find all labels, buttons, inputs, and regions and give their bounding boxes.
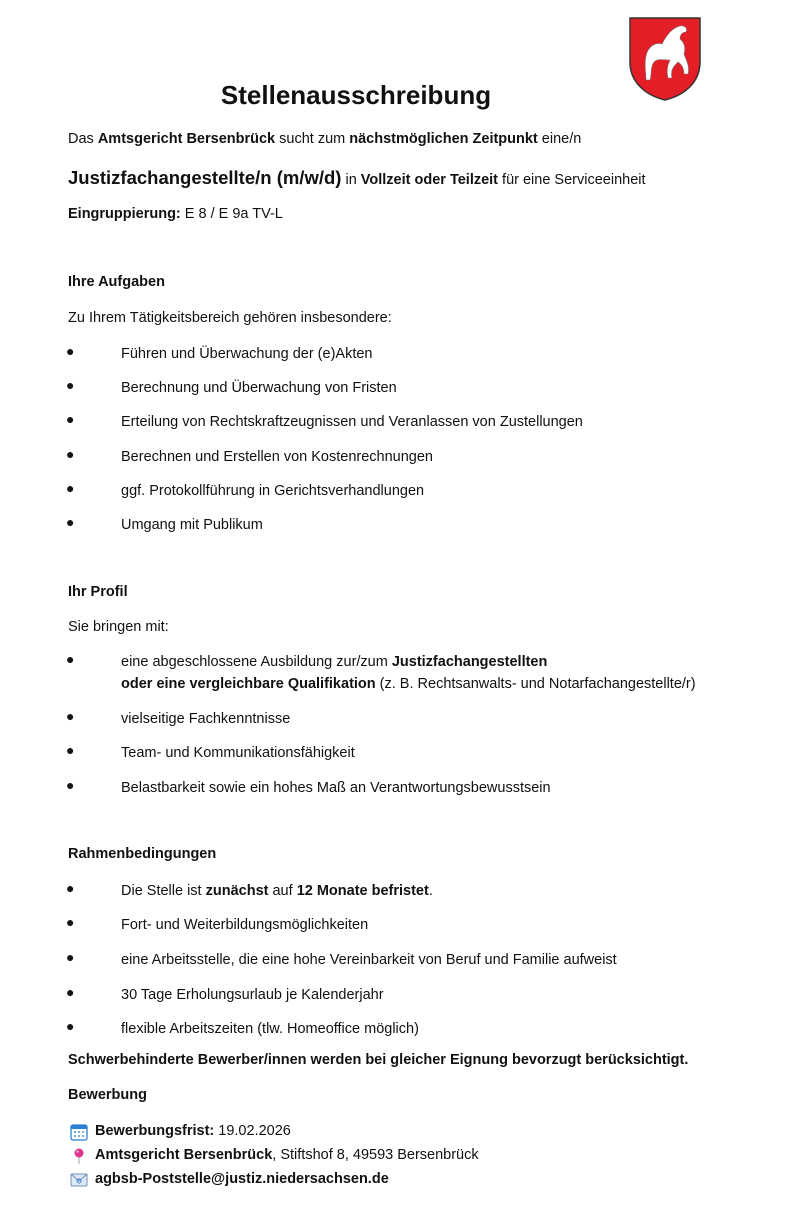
profile-lead: Sie bringen mit: [68, 619, 169, 635]
grading-line: Eingruppierung: E 8 / E 9a TV-L [68, 206, 283, 222]
conditions-heading: Rahmenbedingungen [68, 846, 217, 862]
location-pin-icon [70, 1147, 88, 1165]
intro-line: Das Amtsgericht Bersenbrück sucht zum nächstmöglichen Zeitpunkt eine/n [68, 131, 582, 147]
start-time: nächstmöglichen Zeitpunkt [349, 131, 538, 147]
work-mode: Vollzeit oder Teilzeit [360, 172, 499, 188]
job-title: Justizfachangestellte/n (m/w/d) [68, 167, 342, 188]
profile-heading: Ihr Profil [68, 584, 128, 600]
page-title: Stellenausschreibung [220, 80, 492, 110]
tasks-lead: Zu Ihrem Tätigkeitsbereich gehören insbesondere: [68, 310, 392, 326]
email-link[interactable]: agbsb-Poststelle@justiz.niedersachsen.de [95, 1171, 389, 1187]
calendar-icon [70, 1123, 88, 1141]
tasks-heading: Ihre Aufgaben [68, 274, 165, 290]
application-heading: Bewerbung [68, 1087, 147, 1103]
envelope-icon [70, 1171, 88, 1189]
disability-note: Schwerbehinderte Bewerber/innen werden bei gleicher Eignung bevorzugt berücksichtigt. [68, 1052, 689, 1068]
court-name: Amtsgericht Bersenbrück [97, 131, 276, 147]
position-line: Justizfachangestellte/n (m/w/d) in Vollzeit oder Teilzeit für eine Serviceeinheit [68, 167, 646, 188]
